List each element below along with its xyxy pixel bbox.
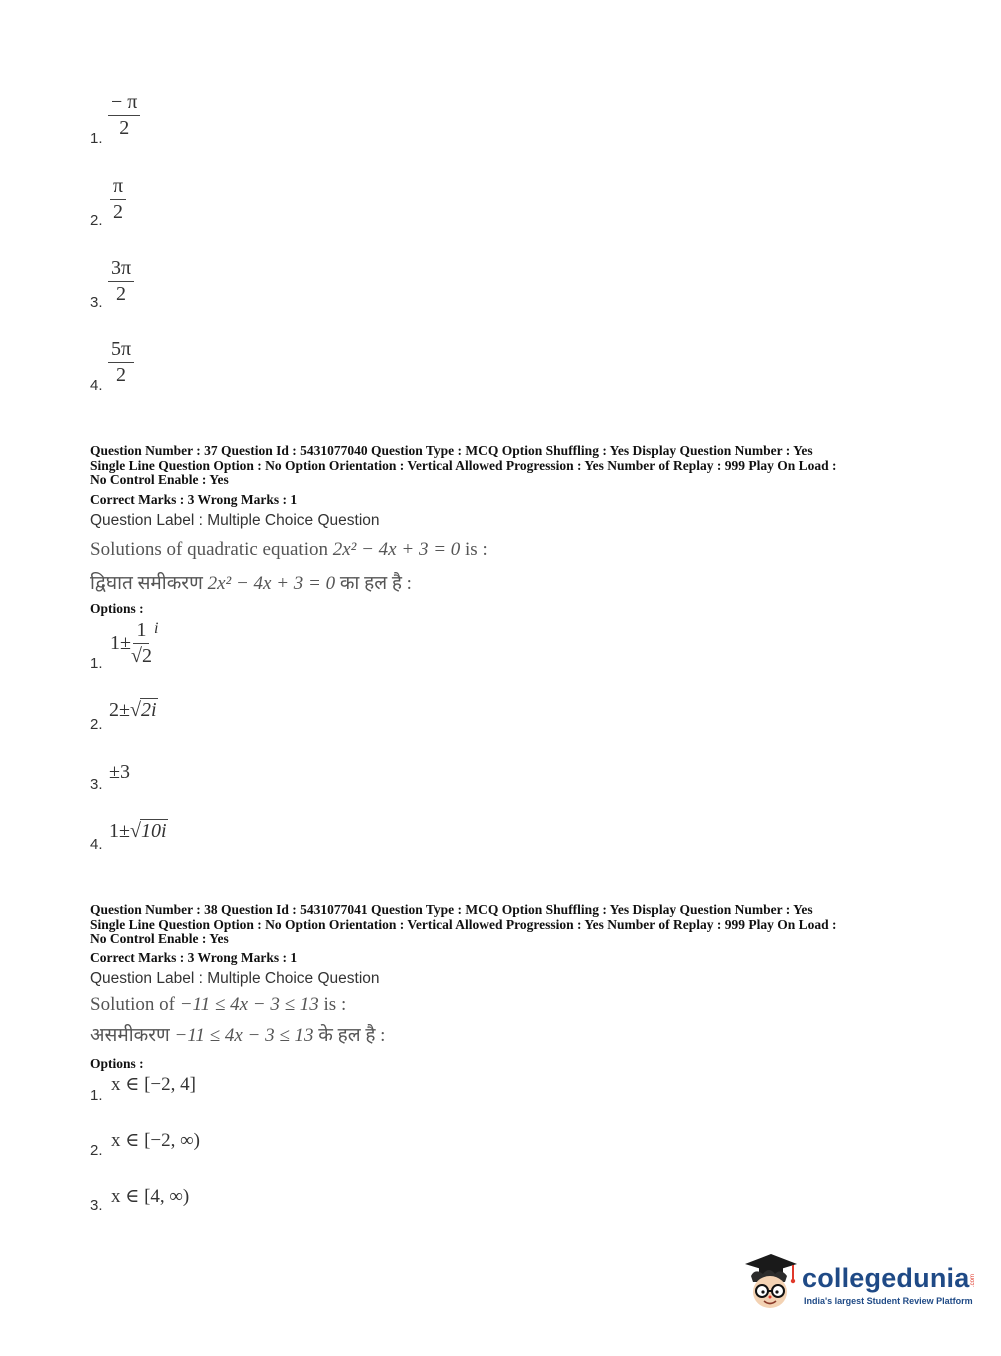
fraction-denominator: 2 xyxy=(119,117,130,139)
fraction-denominator: 2 xyxy=(116,364,127,386)
option-value xyxy=(110,620,158,667)
fraction-denominator: √2 xyxy=(130,645,152,667)
inequality: −11 ≤ 4x − 3 ≤ 13 xyxy=(174,1025,314,1046)
question-38-text-english xyxy=(90,994,346,1016)
question-37-marks: Correct Marks : 3 Wrong Marks : 1 xyxy=(90,492,298,507)
option-number: 1. xyxy=(90,130,103,147)
equation: 2x² − 4x + 3 = 0 xyxy=(332,539,461,560)
option-suffix: i xyxy=(153,620,159,637)
question-37-text-english xyxy=(90,539,488,561)
text-suffix: का हल है : xyxy=(339,573,412,594)
collegedunia-logo[interactable] xyxy=(741,1250,976,1312)
question-38-text-hindi xyxy=(90,1021,385,1047)
fraction-denominator: 2 xyxy=(116,283,127,305)
option-prefix: 1± xyxy=(109,820,130,842)
fraction-numerator: 1 xyxy=(133,620,149,644)
option-number: 3. xyxy=(90,294,103,311)
option-fraction xyxy=(108,92,140,139)
meta-line: No Control Enable : Yes xyxy=(90,931,229,946)
question-37-options-header: Options : xyxy=(90,601,144,616)
sqrt-radicand: 2i xyxy=(140,699,157,721)
text-prefix: असमीकरण xyxy=(90,1025,170,1046)
option-value: x ∈ [−2, ∞) xyxy=(111,1130,200,1151)
question-38-marks: Correct Marks : 3 Wrong Marks : 1 xyxy=(90,950,298,965)
option-number: 2. xyxy=(90,1142,103,1159)
question-37-meta xyxy=(90,444,930,488)
question-37-text-hindi xyxy=(90,569,412,595)
option-number: 3. xyxy=(90,1197,103,1214)
brand-name: collegedunia xyxy=(802,1262,970,1293)
fraction-numerator: − π xyxy=(108,92,140,116)
option-fraction xyxy=(108,339,134,386)
brand-domain: .com xyxy=(970,1274,977,1288)
option-value xyxy=(109,819,168,843)
option-prefix: 1± xyxy=(110,632,131,654)
meta-line: Single Line Question Option : No Option Orientation : Vertical Allowed Progression : Yes Number of Replay : 999 Play On Load : xyxy=(90,457,837,473)
sqrt-symbol: √ xyxy=(129,699,141,721)
meta-line: No Control Enable : Yes xyxy=(90,472,229,487)
text-suffix: के हल है : xyxy=(318,1025,386,1046)
option-number: 1. xyxy=(90,1087,103,1104)
fraction-denominator: 2 xyxy=(113,201,124,223)
question-38-options-header: Options : xyxy=(90,1056,144,1071)
fraction-numerator: 3π xyxy=(108,258,134,282)
text-suffix: is : xyxy=(465,539,488,560)
option-prefix: 2± xyxy=(109,699,130,721)
option-number: 1. xyxy=(90,655,103,672)
fraction-numerator: 5π xyxy=(108,339,134,363)
inequality: −11 ≤ 4x − 3 ≤ 13 xyxy=(179,994,319,1015)
text-prefix: द्विघात समीकरण xyxy=(90,573,203,594)
option-fraction xyxy=(131,620,152,667)
sqrt-symbol: √ xyxy=(129,820,141,842)
option-fraction xyxy=(108,258,134,305)
option-number: 4. xyxy=(90,836,103,853)
text-prefix: Solution of xyxy=(90,994,175,1015)
question-38-meta xyxy=(90,903,930,947)
option-number: 2. xyxy=(90,212,103,229)
option-fraction xyxy=(110,176,126,223)
brand-tagline: India's largest Student Review Platform xyxy=(804,1295,973,1306)
text-suffix: is : xyxy=(323,994,347,1015)
logo-text-block xyxy=(802,1263,976,1306)
mascot-icon xyxy=(741,1250,799,1312)
fraction-numerator: π xyxy=(110,176,126,200)
option-number: 3. xyxy=(90,776,103,793)
sqrt-radicand: 10i xyxy=(140,820,167,842)
option-value: ±3 xyxy=(109,761,130,783)
question-38-label: Question Label : Multiple Choice Question xyxy=(90,970,380,987)
option-value: x ∈ [−2, 4] xyxy=(111,1074,196,1095)
question-37-label: Question Label : Multiple Choice Question xyxy=(90,512,380,529)
text-prefix: Solutions of quadratic equation xyxy=(90,539,328,560)
option-number: 2. xyxy=(90,716,103,733)
option-value xyxy=(109,698,158,722)
meta-line: Question Number : 37 Question Id : 5431077040 Question Type : MCQ Option Shuffling : Yes Display Question Number : Yes xyxy=(90,443,813,458)
option-value: x ∈ [4, ∞) xyxy=(111,1186,190,1207)
meta-line: Question Number : 38 Question Id : 5431077041 Question Type : MCQ Option Shuffling : Yes Display Question Number : Yes xyxy=(90,902,813,917)
equation: 2x² − 4x + 3 = 0 xyxy=(207,573,336,594)
meta-line: Single Line Question Option : No Option Orientation : Vertical Allowed Progression : Yes Number of Replay : 999 Play On Load : xyxy=(90,916,837,932)
option-number: 4. xyxy=(90,377,103,394)
